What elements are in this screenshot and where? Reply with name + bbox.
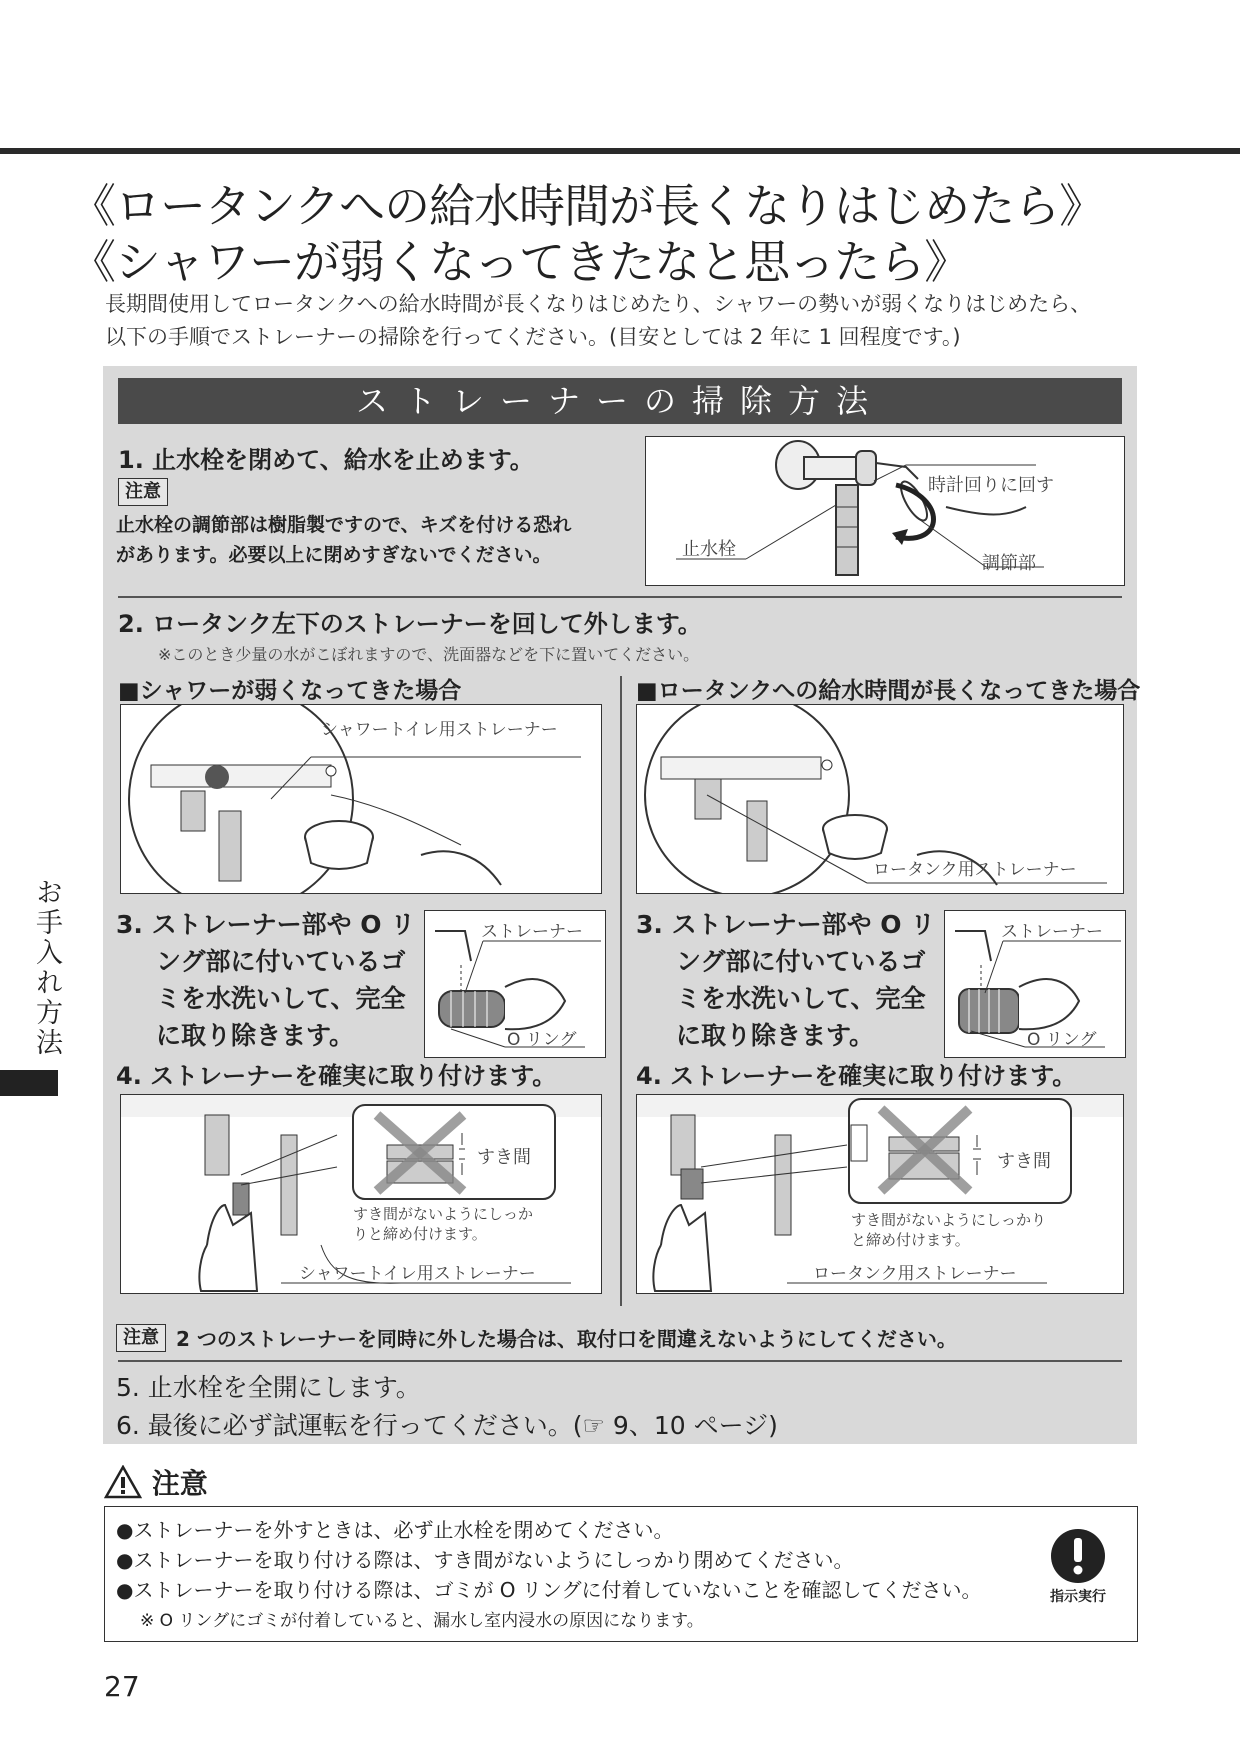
step5: 5. 止水栓を全開にします。 bbox=[116, 1373, 421, 1402]
left-bottom-label: シャワートイレ用ストレーナー bbox=[299, 1264, 536, 1284]
left-tighten-line2: りと締め付けます。 bbox=[353, 1225, 487, 1243]
right-step3 bbox=[636, 906, 935, 1054]
right-step3-line4: に取り除きます。 bbox=[676, 1021, 875, 1050]
step2-text: 2. ロータンク左下のストレーナーを回して外します。 bbox=[118, 610, 702, 638]
left-step4-figure bbox=[120, 1094, 602, 1294]
label-valve: 止水栓 bbox=[682, 539, 736, 560]
page-number: 27 bbox=[104, 1670, 140, 1703]
right-fig-label: ロータンク用ストレーナー bbox=[873, 860, 1077, 880]
left-step3-oring-label: O リング bbox=[507, 1030, 577, 1050]
right-step3-line1: 3. ストレーナー部や O リ bbox=[636, 910, 936, 939]
badge-label: 指示実行 bbox=[1050, 1589, 1106, 1605]
right-tighten-line2: と締め付けます。 bbox=[851, 1231, 970, 1249]
instruction-badge bbox=[1046, 1526, 1110, 1606]
right-heading: ■ロータンクへの給水時間が長くなってきた場合 bbox=[636, 678, 1141, 704]
label-clockwise: 時計回りに回す bbox=[928, 475, 1054, 496]
caution-heading bbox=[104, 1462, 208, 1502]
caution-line-3: ●ストレーナーを取り付ける際は、ゴミが O リングに付着していないことを確認してください。 bbox=[116, 1578, 982, 1602]
warning-triangle-icon bbox=[104, 1465, 142, 1499]
left-step3-strainer-label: ストレーナー bbox=[481, 922, 583, 942]
right-step3-figure bbox=[944, 910, 1126, 1058]
left-gap-label: すき間 bbox=[477, 1147, 531, 1168]
left-step3-line4: に取り除きます。 bbox=[156, 1021, 355, 1050]
column-divider bbox=[620, 676, 622, 1306]
page-title-line2: 《シャワーが弱くなってきたなと思ったら》 bbox=[70, 235, 970, 289]
left-fig-label: シャワートイレ用ストレーナー bbox=[321, 720, 558, 740]
left-heading: ■シャワーが弱くなってきた場合 bbox=[118, 678, 462, 704]
side-tab-label: お手入れ方法 bbox=[31, 878, 62, 1058]
right-step2-figure bbox=[636, 704, 1124, 894]
caution-line-2: ●ストレーナーを取り付ける際は、すき間がないようにしっかり閉めてください。 bbox=[116, 1548, 854, 1572]
caution-heading-text: 注意 bbox=[151, 1467, 208, 1500]
step1-note-tag: 注意 bbox=[118, 478, 168, 506]
right-step4-figure bbox=[636, 1094, 1124, 1294]
right-bottom-label: ロータンク用ストレーナー bbox=[813, 1264, 1017, 1284]
valve-illustration bbox=[646, 437, 1124, 585]
section-title: ストレーナーの掃除方法 bbox=[118, 378, 1122, 424]
right-step4: 4. ストレーナーを確実に取り付けます。 bbox=[636, 1062, 1077, 1090]
step1-text: 1. 止水栓を閉めて、給水を止めます。 bbox=[118, 446, 534, 474]
label-adjuster: 調節部 bbox=[982, 553, 1036, 574]
intro-line2: 以下の手順でストレーナーの掃除を行ってください。(目安としては 2 年に 1 回程度です。) bbox=[105, 325, 961, 349]
exclamation-icon bbox=[1048, 1526, 1108, 1586]
right-tighten-line1: すき間がないようにしっかり bbox=[851, 1211, 1047, 1229]
step6: 6. 最後に必ず試運転を行ってください。(☞ 9、10 ページ) bbox=[116, 1411, 778, 1440]
side-tab-marker bbox=[0, 1070, 58, 1096]
divider-2 bbox=[118, 1360, 1122, 1362]
intro-line1: 長期間使用してロータンクへの給水時間が長くなりはじめたり、シャワーの勢いが弱くなりはじめたら、 bbox=[105, 292, 1092, 316]
caution-line-1: ●ストレーナーを外すときは、必ず止水栓を閉めてください。 bbox=[116, 1518, 674, 1542]
right-step3-line3: ミを水洗いして、完全 bbox=[676, 984, 926, 1013]
left-step3-line1: 3. ストレーナー部や O リ bbox=[116, 910, 416, 939]
left-step3-figure bbox=[424, 910, 606, 1058]
left-step3 bbox=[116, 906, 415, 1054]
left-step3-line2: ング部に付いているゴ bbox=[156, 947, 406, 976]
note2-tag: 注意 bbox=[116, 1324, 166, 1352]
step1-figure bbox=[645, 436, 1125, 586]
right-gap-label: すき間 bbox=[997, 1151, 1051, 1172]
left-step2-figure bbox=[120, 704, 602, 894]
right-step3-line2: ング部に付いているゴ bbox=[676, 947, 926, 976]
left-step3-line3: ミを水洗いして、完全 bbox=[156, 984, 406, 1013]
step1-note-line1: 止水栓の調節部は樹脂製ですので、キズを付ける恐れ bbox=[116, 514, 572, 536]
left-step4: 4. ストレーナーを確実に取り付けます。 bbox=[116, 1062, 557, 1090]
caution-line-4: ※ O リングにゴミが付着していると、漏水し室内浸水の原因になります。 bbox=[140, 1611, 704, 1631]
right-step3-strainer-label: ストレーナー bbox=[1001, 922, 1103, 942]
note2-text: 2 つのストレーナーを同時に外した場合は、取付口を間違えないようにしてください。 bbox=[176, 1327, 957, 1351]
step2-sub: ※このとき少量の水がこぼれますので、洗面器などを下に置いてください。 bbox=[158, 645, 700, 664]
left-tighten-line1: すき間がないようにしっか bbox=[353, 1205, 534, 1223]
divider bbox=[118, 596, 1122, 598]
right-step3-oring-label: O リング bbox=[1027, 1030, 1097, 1050]
step1-note-line2: があります。必要以上に閉めすぎないでください。 bbox=[116, 544, 552, 566]
top-rule bbox=[0, 148, 1240, 154]
page-title-line1: 《ロータンクへの給水時間が長くなりはじめたら》 bbox=[70, 179, 1105, 233]
